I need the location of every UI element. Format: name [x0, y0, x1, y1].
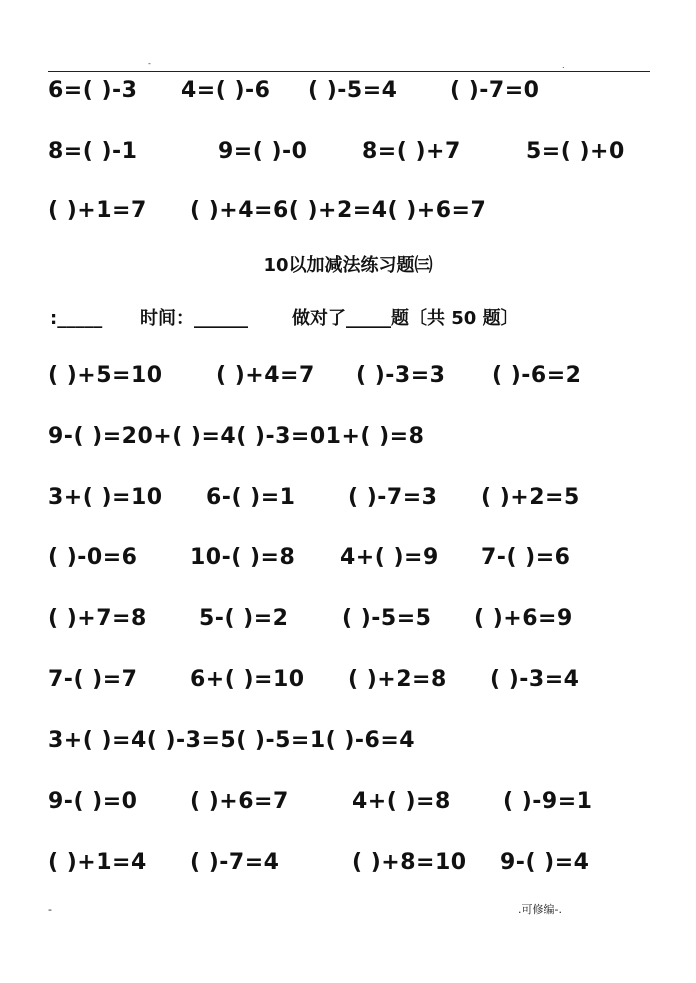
problem: ( )-5=4 — [308, 78, 398, 103]
problem: 10-( )=8 — [190, 545, 296, 570]
problem: ( )-0=6 — [48, 545, 138, 570]
problem: ( )-7=3 — [348, 485, 438, 510]
top-row-1 — [0, 76, 696, 106]
problem: ( )+4=6( )+2=4( )+6=7 — [190, 198, 487, 223]
problem: ( )+5=10 — [48, 363, 163, 388]
problem: ( )-9=1 — [503, 789, 593, 814]
problem: ( )-5=5 — [342, 606, 432, 631]
problem: 8=( )+7 — [362, 139, 461, 164]
problem: ( )+1=7 — [48, 198, 147, 223]
problem: ( )+8=10 — [352, 850, 467, 875]
exercise-row-1 — [0, 361, 696, 391]
worksheet-title: 10以加减法练习题㈢ — [263, 255, 433, 276]
problem: ( )+4=7 — [216, 363, 315, 388]
problem: 5-( )=2 — [199, 606, 289, 631]
problem: 6=( )-3 — [48, 78, 138, 103]
header-mark-right: . — [562, 61, 565, 70]
problem: 6+( )=10 — [190, 667, 305, 692]
name-field-label: :_____ — [50, 308, 103, 329]
problem: 3+( )=10 — [48, 485, 163, 510]
exercise-row-2 — [0, 422, 696, 452]
header-rule — [48, 71, 650, 72]
exercise-row-8 — [0, 787, 696, 817]
problem: 4+( )=8 — [352, 789, 451, 814]
problem: ( )+7=8 — [48, 606, 147, 631]
exercise-row-6 — [0, 665, 696, 695]
problem: 3+( )=4( )-3=5( )-5=1( )-6=4 — [48, 728, 416, 753]
problem: ( )+6=7 — [190, 789, 289, 814]
score-field-label: 做对了_____题〔共 50 题〕 — [292, 308, 519, 329]
exercise-row-4 — [0, 543, 696, 573]
time-field-label: 时间：______ — [140, 308, 248, 329]
footer-mark-left: - — [48, 903, 52, 916]
problem: ( )-7=0 — [450, 78, 540, 103]
problem: 9-( )=20+( )=4( )-3=01+( )=8 — [48, 424, 425, 449]
problem: 9-( )=0 — [48, 789, 138, 814]
problem: 4+( )=9 — [340, 545, 439, 570]
problem: 6-( )=1 — [206, 485, 296, 510]
problem: 8=( )-1 — [48, 139, 138, 164]
problem: 7-( )=7 — [48, 667, 138, 692]
problem: ( )+6=9 — [474, 606, 573, 631]
problem: 9=( )-0 — [218, 139, 308, 164]
problem: ( )+2=5 — [481, 485, 580, 510]
problem: 9-( )=4 — [500, 850, 590, 875]
problem: ( )-3=3 — [356, 363, 446, 388]
exercise-row-9 — [0, 848, 696, 878]
problem: ( )+2=8 — [348, 667, 447, 692]
top-row-2 — [0, 137, 696, 167]
top-row-3 — [0, 196, 696, 226]
problem: ( )+1=4 — [48, 850, 147, 875]
problem: 7-( )=6 — [481, 545, 571, 570]
exercise-row-5 — [0, 604, 696, 634]
problem: ( )-3=4 — [490, 667, 580, 692]
exercise-row-3 — [0, 483, 696, 513]
problem: ( )-7=4 — [190, 850, 280, 875]
header-mark-left: - — [148, 59, 151, 68]
problem: 5=( )+0 — [526, 139, 625, 164]
exercise-row-7 — [0, 726, 696, 756]
info-line — [0, 305, 696, 333]
problem: 4=( )-6 — [181, 78, 271, 103]
problem: ( )-6=2 — [492, 363, 582, 388]
footer-editable-note: .可修编-. — [518, 903, 562, 916]
